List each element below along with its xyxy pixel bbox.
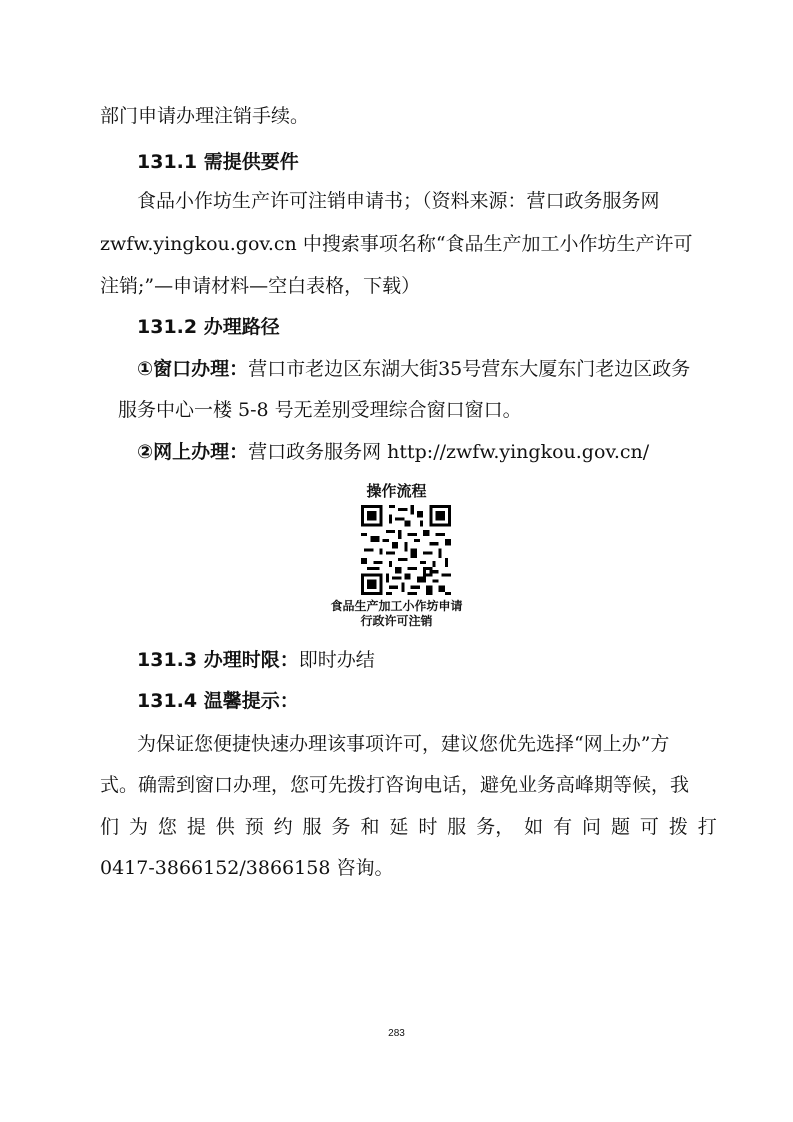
- text-line: 服务中心一楼 5-8 号无差别受理综合窗口窗口。: [118, 399, 522, 421]
- word: 为: [128, 816, 148, 838]
- section-heading-route: 131.2 办理路径: [137, 316, 280, 338]
- word: 有: [553, 816, 573, 838]
- online-route-label: ②网上办理：: [137, 441, 249, 463]
- qr-title: 操作流程: [366, 482, 427, 500]
- word: 们: [100, 816, 120, 838]
- word: 如: [524, 816, 544, 838]
- word: 延: [389, 816, 409, 838]
- text-line: 注销;”—申请材料—空白表格，下载）: [100, 275, 421, 297]
- time-limit-text: 即时办结: [298, 649, 375, 671]
- section-heading-time-limit: 131.3 办理时限：: [137, 649, 299, 671]
- online-route-line: [137, 440, 649, 464]
- word: 务，: [476, 816, 515, 838]
- word: 题: [610, 816, 630, 838]
- word: 服: [302, 816, 322, 838]
- word: 可: [639, 816, 659, 838]
- text-line: 食品小作坊生产许可注销申请书；（资料来源：营口政务服务网: [137, 190, 660, 212]
- qr-caption-line2: 行政许可注销: [360, 614, 433, 628]
- window-route-text: 营口市老边区东湖大街35号营东大厦东门老边区政务: [248, 358, 691, 380]
- text-line: 部门申请办理注销手续。: [100, 105, 310, 127]
- text-line: zwfw.yingkou.gov.cn 中搜索事项名称“食品生产加工小作坊生产许可: [100, 233, 693, 255]
- word: 打: [697, 816, 717, 838]
- time-limit-line: [137, 648, 375, 672]
- word: 您: [157, 816, 177, 838]
- word: 预: [244, 816, 264, 838]
- text-line: 0417-3866152/3866158 咨询。: [100, 857, 394, 879]
- qr-caption-line1: 食品生产加工小作坊申请: [330, 599, 463, 613]
- word: 时: [418, 816, 438, 838]
- window-route-label: ①窗口办理：: [137, 358, 249, 380]
- text-line: 式。确需到窗口办理，您可先拨打咨询电话，避免业务高峰期等候，我: [100, 774, 690, 796]
- page-number: 283: [388, 1028, 405, 1039]
- online-route-text: 营口政务服务网 http://zwfw.yingkou.gov.cn/: [248, 441, 650, 463]
- section-heading-requirements: 131.1 需提供要件: [137, 151, 299, 173]
- word: 约: [273, 816, 293, 838]
- word: 服: [447, 816, 467, 838]
- text-line: 为保证您便捷快速办理该事项许可，建议您优先选择“网上办”方: [137, 733, 670, 755]
- section-heading-tips: 131.4 温馨提示：: [137, 690, 299, 712]
- word: 和: [360, 816, 380, 838]
- word: 供: [215, 816, 235, 838]
- word: 务: [331, 816, 351, 838]
- justified-text-line: [100, 815, 717, 839]
- qr-code-image: [361, 505, 451, 595]
- word: 提: [186, 816, 206, 838]
- word: 拨: [668, 816, 688, 838]
- word: 问: [582, 816, 602, 838]
- window-route-line: [137, 357, 690, 381]
